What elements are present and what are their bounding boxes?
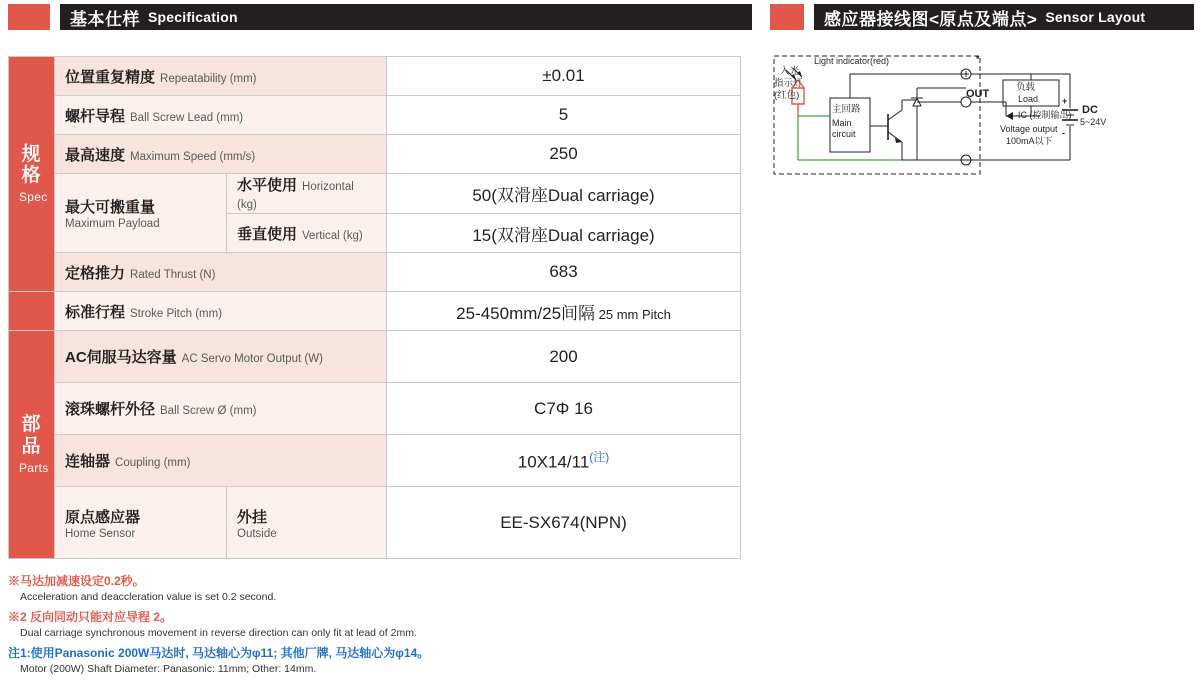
row-label-ac-servo-motor bbox=[55, 331, 387, 383]
row-value-repeatability: ±0.01 bbox=[387, 57, 741, 96]
main-circuit-label-cn: 主回路 bbox=[832, 104, 861, 115]
row-label-rated-thrust bbox=[55, 253, 387, 292]
row-value-ac-servo-motor: 200 bbox=[387, 331, 741, 383]
table-row bbox=[9, 331, 741, 383]
note-2-cn: ※2 反向同动只能对应导程 2。 bbox=[8, 609, 173, 624]
note-1-cn: ※马达加减速设定0.2秒。 bbox=[8, 574, 145, 588]
row-value-vertical: 15(双滑座Dual carriage) bbox=[387, 214, 741, 253]
row-value-horizontal: 50(双滑座Dual carriage) bbox=[387, 174, 741, 214]
note-2-en: Dual carriage synchronous movement in reverse direction can only fit at lead of 2mm. bbox=[20, 626, 417, 639]
label-cn: 位置重复精度 bbox=[65, 68, 156, 86]
sublabel-cn: 外挂 bbox=[237, 508, 268, 526]
side-header-spec-cn: 规格 bbox=[21, 143, 42, 186]
row-sublabel-vertical bbox=[227, 214, 387, 253]
light-indicator-label-en: Light indicator(red) bbox=[814, 56, 890, 66]
label-en: Ball Screw Ø (mm) bbox=[160, 405, 257, 417]
coupling-note-ref: (注) bbox=[589, 450, 610, 465]
table-row bbox=[9, 383, 741, 435]
label-cn: 连轴器 bbox=[65, 453, 111, 470]
row-label-maximum-payload bbox=[55, 174, 227, 253]
label-cn: AC伺服马达容量 bbox=[65, 349, 177, 366]
row-label-ball-screw-lead bbox=[55, 96, 387, 135]
table-row bbox=[9, 174, 741, 214]
row-label-coupling bbox=[55, 435, 387, 487]
spec-section-header bbox=[8, 4, 752, 30]
label-en: Home Sensor bbox=[65, 527, 136, 540]
side-header-spec-en: Spec bbox=[19, 190, 48, 205]
label-cn: 最高速度 bbox=[65, 146, 126, 164]
row-label-maximum-speed bbox=[55, 135, 387, 174]
row-label-home-sensor bbox=[55, 487, 227, 559]
table-row bbox=[9, 96, 741, 135]
sublabel-en: Horizontal (kg) bbox=[237, 181, 354, 211]
spec-header-swatch bbox=[8, 4, 50, 30]
note-1-en: Acceleration and deaccleration value is set 0.2 second. bbox=[20, 591, 277, 603]
label-en: Maximum Payload bbox=[65, 218, 160, 230]
load-label-cn: 负载 bbox=[1016, 82, 1036, 93]
label-cn: 原点感应器 bbox=[65, 508, 141, 526]
coupling-value: 10X14/11 bbox=[517, 452, 590, 472]
stroke-pitch-sub: 25 mm Pitch bbox=[595, 306, 671, 322]
sublabel-en: Vertical (kg) bbox=[302, 229, 363, 242]
spec-header-title-en: Specification bbox=[148, 9, 238, 25]
label-cn: 螺杆导程 bbox=[65, 107, 126, 125]
row-sublabel-horizontal bbox=[227, 174, 387, 214]
sensor-wiring-diagram bbox=[770, 48, 1194, 188]
row-label-stroke-pitch bbox=[55, 292, 387, 331]
label-en: AC Servo Motor Output (W) bbox=[181, 353, 323, 365]
main-circuit-label-en-1: Main bbox=[832, 118, 852, 128]
table-row bbox=[9, 135, 741, 174]
notes-block bbox=[8, 570, 748, 677]
row-label-ball-screw-dia bbox=[55, 383, 387, 435]
label-cn: 滚珠螺杆外径 bbox=[65, 401, 156, 418]
voltage-output-label: Voltage output bbox=[1000, 124, 1058, 134]
label-cn: 定格推力 bbox=[65, 264, 126, 282]
side-header-parts-cn: 部品 bbox=[21, 414, 42, 457]
side-header-parts-en: Parts bbox=[19, 460, 49, 475]
label-en: Ball Screw Lead (mm) bbox=[130, 111, 244, 124]
star-marker: * bbox=[976, 54, 980, 64]
current-limit-label: 100mA以下 bbox=[1006, 136, 1053, 146]
light-indicator-label-cn-3: (红色) bbox=[774, 90, 800, 101]
label-cn: 最大可搬重量 bbox=[65, 199, 156, 216]
spec-header-bar bbox=[60, 4, 752, 30]
light-indicator-label-cn-1: 入光 bbox=[780, 66, 800, 77]
note-3-cn: 注1:使用Panasonic 200W马达时, 马达轴心为φ11; 其他厂牌, 马达轴心为φ14。 bbox=[8, 645, 430, 660]
sensor-header-title-cn: 感应器接线图<原点及端点> bbox=[824, 9, 1038, 29]
side-header-parts bbox=[9, 331, 55, 559]
sensor-header-swatch bbox=[770, 4, 804, 30]
row-label-repeatability bbox=[55, 57, 387, 96]
light-indicator-label-cn-2: 指示灯 bbox=[774, 78, 803, 89]
row-value-coupling bbox=[387, 435, 741, 487]
table-row bbox=[9, 292, 741, 331]
label-en: Coupling (mm) bbox=[115, 457, 191, 469]
ic-output-label: IC (控制输出) bbox=[1018, 110, 1072, 120]
label-en: Stroke Pitch (mm) bbox=[130, 307, 223, 320]
plus-sign-label: + bbox=[1062, 96, 1068, 106]
row-sublabel-outside bbox=[227, 487, 387, 559]
load-label-en: Load bbox=[1018, 94, 1039, 104]
label-en: Repeatability (mm) bbox=[160, 72, 257, 85]
row-value-home-sensor: EE-SX674(NPN) bbox=[387, 487, 741, 559]
dc-range-label: 5~24V bbox=[1080, 117, 1107, 127]
table-row bbox=[9, 435, 741, 487]
dc-label: DC bbox=[1082, 104, 1098, 116]
row-value-maximum-speed: 250 bbox=[387, 135, 741, 174]
row-value-stroke-pitch bbox=[387, 292, 741, 331]
sensor-header-bar bbox=[814, 4, 1194, 30]
row-value-ball-screw-lead: 5 bbox=[387, 96, 741, 135]
specification-table bbox=[8, 56, 741, 559]
label-cn: 标准行程 bbox=[65, 303, 126, 321]
minus-sign-label: - bbox=[1062, 128, 1065, 138]
sensor-section-header bbox=[770, 4, 1194, 30]
table-row bbox=[9, 487, 741, 559]
sublabel-en: Outside bbox=[237, 527, 277, 540]
spec-header-title-cn: 基本仕样 bbox=[70, 9, 140, 29]
table-row bbox=[9, 57, 741, 96]
note-3-en: Motor (200W) Shaft Diameter: Panasonic: 11mm; Other: 14mm. bbox=[20, 662, 317, 675]
stroke-pitch-main: 25-450mm/25间隔 bbox=[456, 303, 596, 323]
sublabel-cn: 水平使用 bbox=[237, 177, 298, 194]
row-value-rated-thrust: 683 bbox=[387, 253, 741, 292]
main-circuit-label-en-2: circuit bbox=[832, 129, 856, 139]
side-header-spec bbox=[9, 57, 55, 292]
sensor-header-title-en: Sensor Layout bbox=[1045, 9, 1146, 25]
row-value-ball-screw-dia: C7Φ 16 bbox=[387, 383, 741, 435]
sublabel-cn: 垂直使用 bbox=[237, 225, 298, 243]
side-header-spec-continued bbox=[9, 292, 55, 331]
out-label: OUT bbox=[966, 88, 990, 100]
table-row bbox=[9, 253, 741, 292]
label-en: Maximum Speed (mm/s) bbox=[130, 150, 256, 163]
label-en: Rated Thrust (N) bbox=[130, 268, 216, 281]
